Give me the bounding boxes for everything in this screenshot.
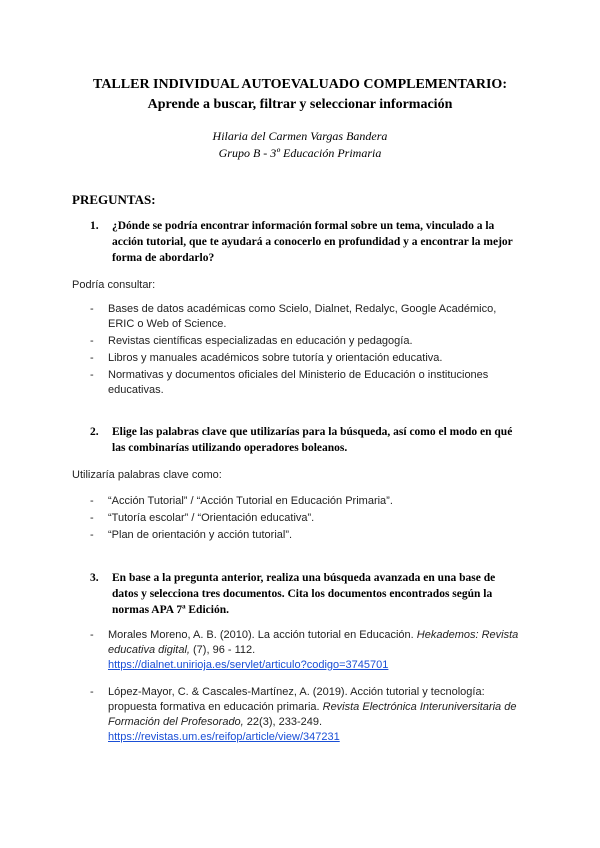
list-item: - Revistas científicas especializadas en educación y pedagogía. <box>90 335 413 347</box>
question-1 <box>90 218 522 266</box>
title-line-2: Aprende a buscar, filtrar y seleccionar información <box>147 97 453 112</box>
reference-authors: Morales Moreno, A. B. (2010). La acción tutorial en Educación. <box>108 629 414 641</box>
reference-details: (7), 96 - 112. <box>193 644 256 656</box>
answer-lead-1: Podría consultar: <box>72 279 156 291</box>
author-name: Hilaria del Carmen Vargas Bandera <box>212 129 388 143</box>
reference-journal: Hekademos: Revista educativa digital, <box>108 629 519 656</box>
bullet-dash: - <box>90 352 94 364</box>
question-2 <box>90 424 522 456</box>
question-number: 1. <box>90 220 99 232</box>
reference-item <box>90 628 525 673</box>
reference-link[interactable]: https://dialnet.unirioja.es/servlet/articulo?codigo=3745701 <box>108 659 389 671</box>
bullet-dash: - <box>90 529 94 541</box>
bullet-dash: - <box>90 335 94 347</box>
bullet-dash: - <box>90 495 94 507</box>
question-text: En base a la pregunta anterior, realiza una búsqueda avanzada en una base de datos y selecciona tres documentos. Cita los documentos encontrados según la normas APA 7ª Edición. <box>112 572 496 616</box>
reference-item <box>90 685 525 745</box>
reference-authors: López-Mayor, C. & Cascales-Martínez, A. (2019). Acción tutorial y tecnología: propuesta formativa en educación primaria. <box>108 686 485 713</box>
section-heading: PREGUNTAS: <box>72 192 156 207</box>
answer-lead-2: Utilizaría palabras clave como: <box>72 469 222 481</box>
question-text: ¿Dónde se podría encontrar información formal sobre un tema, vinculado a la acción tutorial, que te ayudará a conocerlo en profundidad y a encontrar la mejor forma de abordarlo? <box>112 220 513 264</box>
list-item: - Libros y manuales académicos sobre tutoría y orientación educativa. <box>90 352 443 364</box>
bullet-dash: - <box>90 369 94 381</box>
document-title <box>60 75 540 115</box>
bullet-dash: - <box>90 686 94 698</box>
reference-list <box>90 628 525 757</box>
question-number: 3. <box>90 572 99 584</box>
title-line-1: TALLER INDIVIDUAL AUTOEVALUADO COMPLEMENTARIO: <box>93 77 507 92</box>
list-item: - “Plan de orientación y acción tutorial”. <box>90 529 293 541</box>
answer-list-2 <box>90 494 525 545</box>
question-number: 2. <box>90 426 99 438</box>
reference-link[interactable]: https://revistas.um.es/reifop/article/view/347231 <box>108 731 340 743</box>
author-group: Grupo B - 3º Educación Primaria <box>218 146 382 160</box>
list-item: - “Acción Tutorial” / “Acción Tutorial en Educación Primaria”. <box>90 495 393 507</box>
list-item: - “Tutoría escolar” / “Orientación educativa”. <box>90 512 315 524</box>
reference-journal: Revista Electrónica Interuniversitaria de Formación del Profesorado, <box>108 701 517 728</box>
answer-list-1 <box>90 302 525 400</box>
bullet-dash: - <box>90 303 94 315</box>
author-block <box>60 128 540 162</box>
question-3 <box>90 570 522 618</box>
question-text: Elige las palabras clave que utilizarías para la búsqueda, así como el modo en qué las combinarías utilizando operadores boleanos. <box>112 426 513 454</box>
list-item: - Bases de datos académicas como Scielo, Dialnet, Redalyc, Google Académico, ERIC o Web of Science. <box>90 303 497 330</box>
bullet-dash: - <box>90 629 94 641</box>
bullet-dash: - <box>90 512 94 524</box>
reference-details: 22(3), 233-249. <box>246 716 323 728</box>
list-item: - Normativas y documentos oficiales del Ministerio de Educación o instituciones educativas. <box>90 369 489 396</box>
